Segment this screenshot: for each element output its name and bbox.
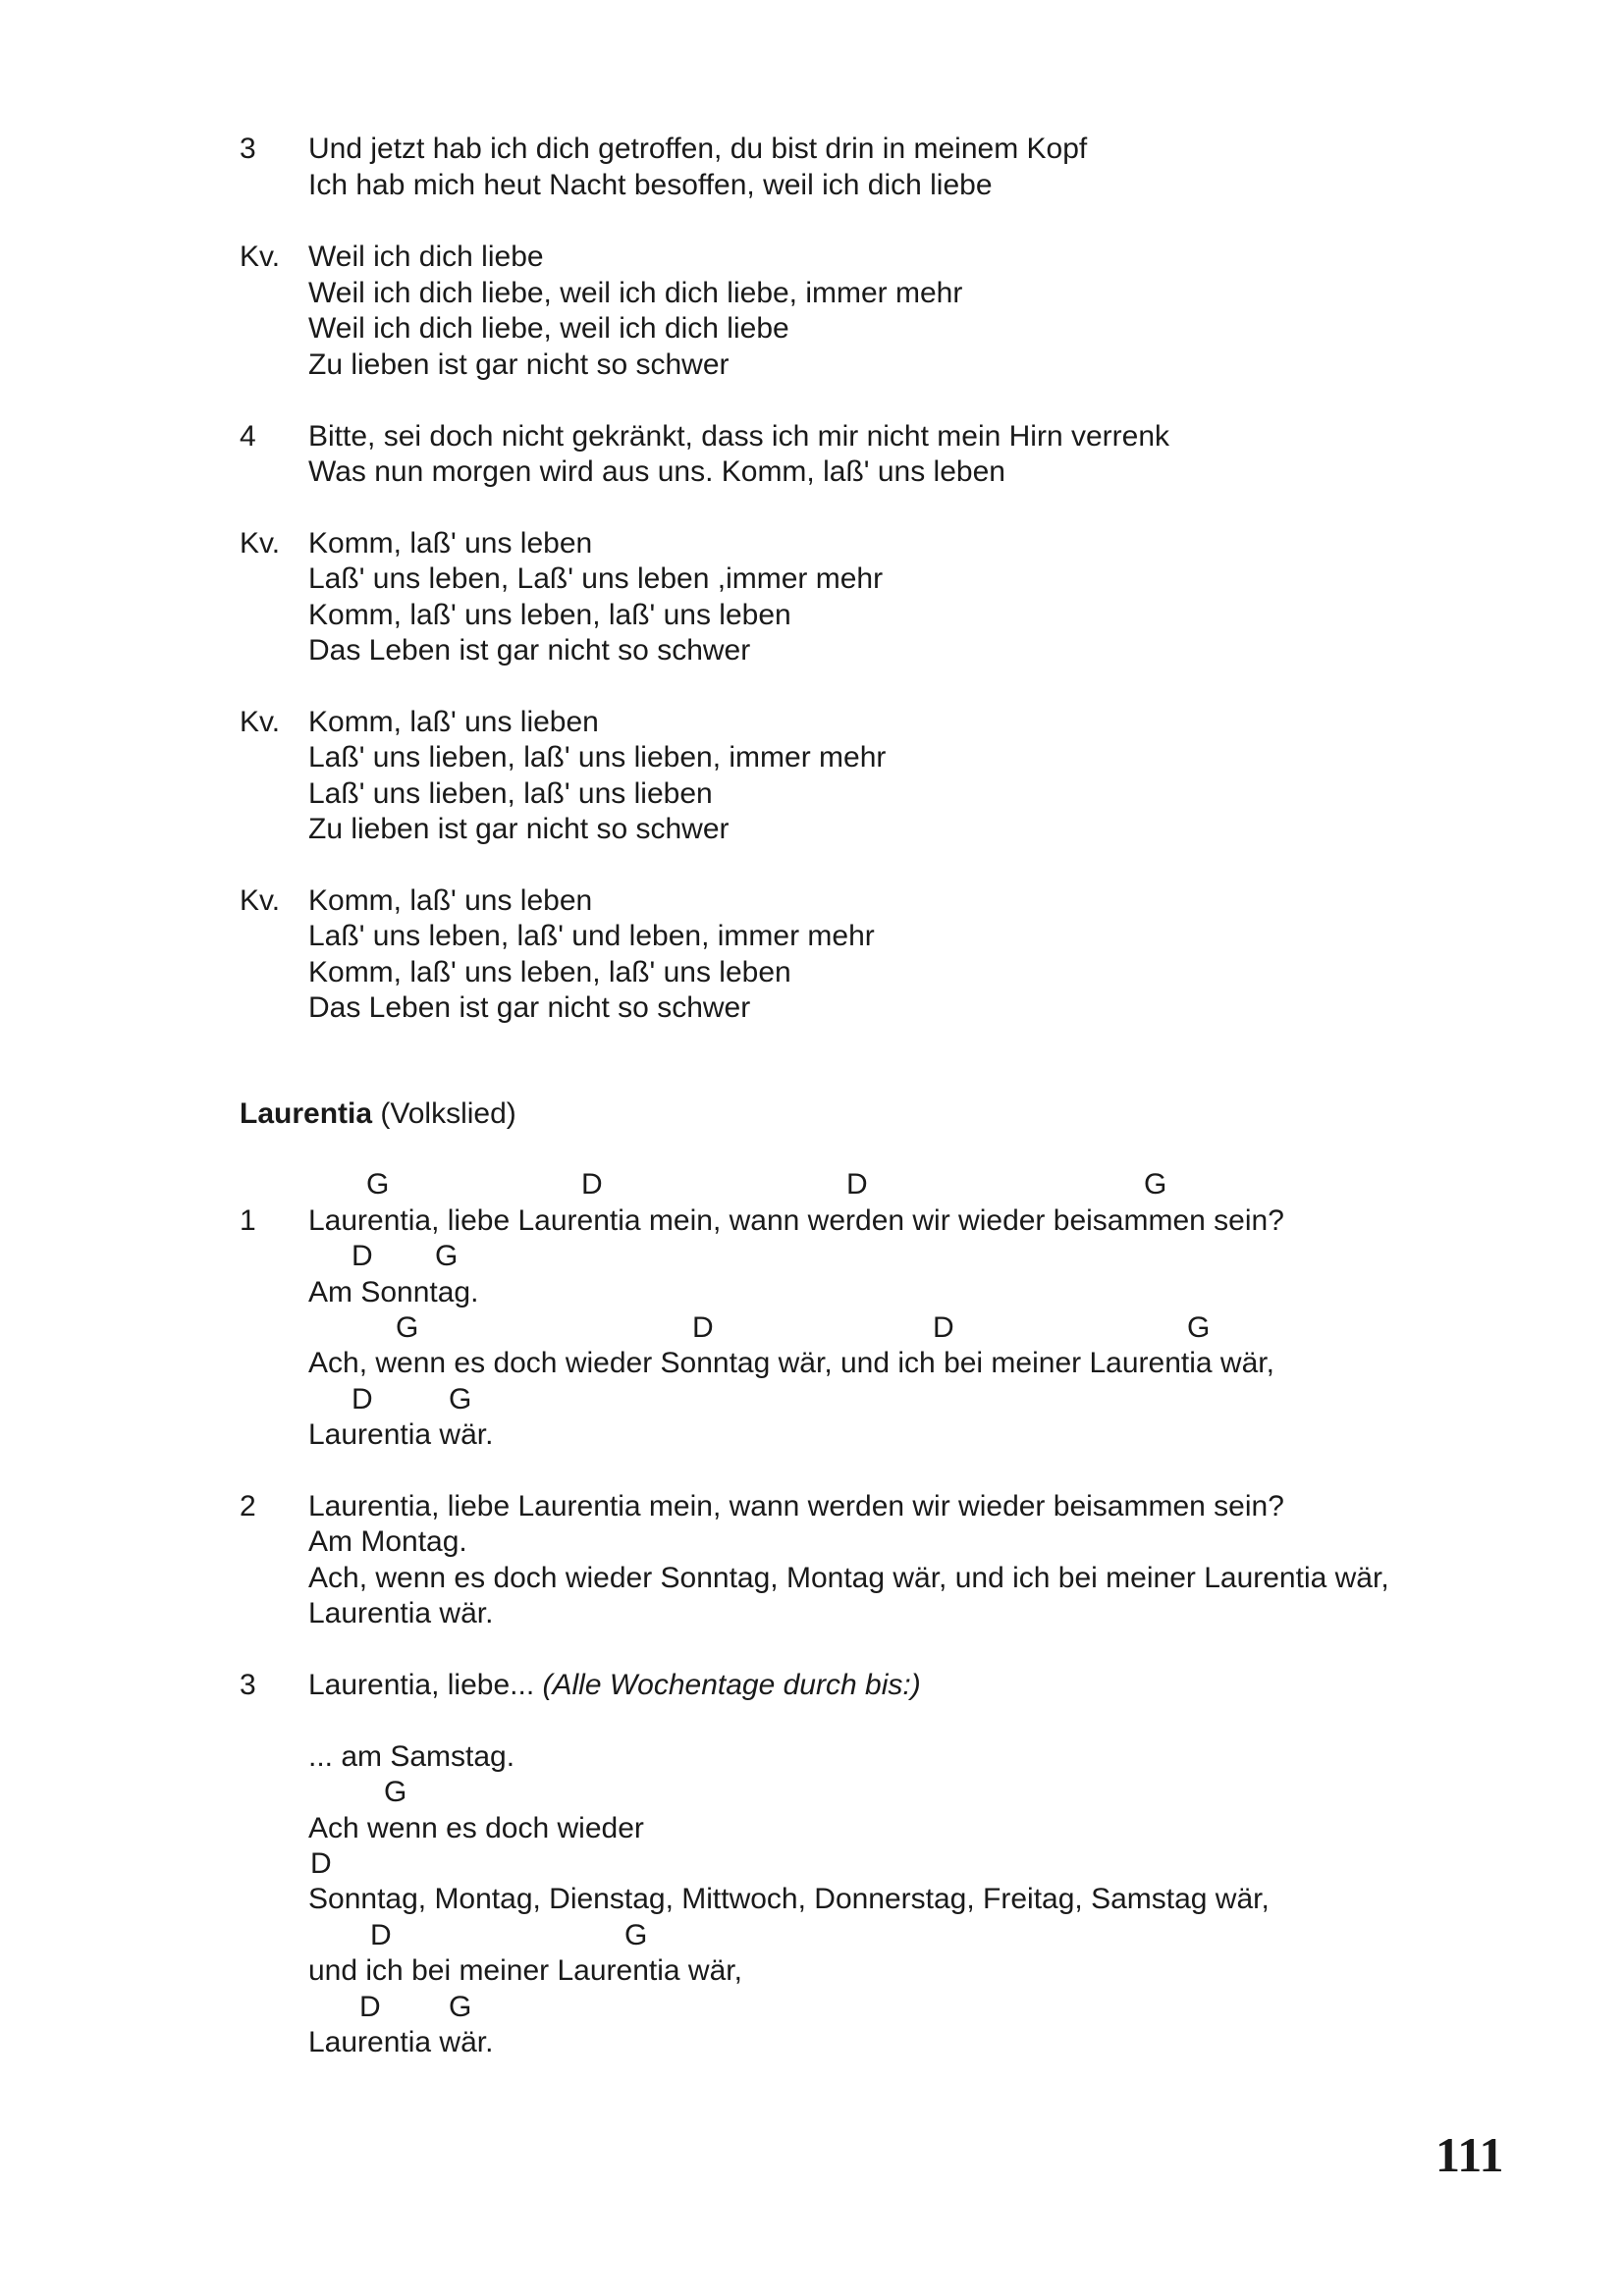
stanza-label: Kv. xyxy=(240,240,281,273)
lyric-line: Am Montag. xyxy=(308,1525,467,1558)
lyric-line: Ach, wenn es doch wieder Sonntag wär, und ich bei meiner Laurentia wär, xyxy=(308,1347,1274,1379)
chord: G xyxy=(435,1240,459,1272)
chord: G xyxy=(384,1776,407,1808)
stanza-label: Kv. xyxy=(240,527,281,560)
chord: D xyxy=(352,1383,373,1415)
lyric-line: Laurentia wär. xyxy=(308,1597,494,1629)
lyric-line: Bitte, sei doch nicht gekränkt, dass ich mir nicht mein Hirn verrenk xyxy=(308,420,1170,453)
stanza-label: 4 xyxy=(240,420,256,453)
stanza-label: Kv. xyxy=(240,884,281,917)
chord: G xyxy=(624,1919,648,1951)
stanza-label: 3 xyxy=(240,1669,256,1701)
song-title: Laurentia xyxy=(240,1097,373,1130)
lyric-line: Zu lieben ist gar nicht so schwer xyxy=(308,813,730,845)
lyric-line: Das Leben ist gar nicht so schwer xyxy=(308,991,751,1024)
lyric-line: Ach, wenn es doch wieder Sonntag, Montag wär, und ich bei meiner Laurentia wär, xyxy=(308,1562,1389,1594)
lyric-line: und ich bei meiner Laurentia wär, xyxy=(308,1954,742,1987)
lyric-line: Was nun morgen wird aus uns. Komm, laß' uns leben xyxy=(308,455,1005,488)
chord: D xyxy=(581,1168,603,1201)
chord: D xyxy=(352,1240,373,1272)
lyric-line: Das Leben ist gar nicht so schwer xyxy=(308,634,751,667)
lyric-line: Laurentia wär. xyxy=(308,1418,494,1451)
lyric-line: Laurentia wär. xyxy=(308,2026,494,2058)
stanza-label: 3 xyxy=(240,133,256,165)
chord: G xyxy=(396,1311,419,1344)
lyric-line: Komm, laß' uns leben xyxy=(308,527,593,560)
lyric-line: Laß' uns lieben, laß' uns lieben xyxy=(308,777,713,810)
lyric-line: Komm, laß' uns leben, laß' uns leben xyxy=(308,599,791,631)
chord: D xyxy=(370,1919,392,1951)
lyric-line: Weil ich dich liebe xyxy=(308,240,544,273)
stanza-label: 2 xyxy=(240,1490,256,1522)
lyric-line: Weil ich dich liebe, weil ich dich liebe, immer mehr xyxy=(308,277,963,309)
chord: D xyxy=(692,1311,714,1344)
lyric-line: Am Sonntag. xyxy=(308,1276,479,1308)
lyric-line: Weil ich dich liebe, weil ich dich liebe xyxy=(308,312,789,345)
lyric-line: Komm, laß' uns lieben xyxy=(308,706,599,738)
performance-note: (Alle Wochentage durch bis:) xyxy=(542,1669,921,1701)
chord: D xyxy=(310,1847,332,1880)
verse-start: Laurentia, liebe... xyxy=(308,1669,543,1701)
lyric-line: Und jetzt hab ich dich getroffen, du bist drin in meinem Kopf xyxy=(308,133,1088,165)
chord: G xyxy=(1144,1168,1167,1201)
lyric-line xyxy=(308,1668,921,1703)
stanza-label: Kv. xyxy=(240,706,281,738)
lyric-line: Laurentia, liebe Laurentia mein, wann werden wir wieder beisammen sein? xyxy=(308,1490,1284,1522)
lyric-line: Ich hab mich heut Nacht besoffen, weil ich dich liebe xyxy=(308,169,993,201)
lyric-line: Sonntag, Montag, Dienstag, Mittwoch, Donnerstag, Freitag, Samstag wär, xyxy=(308,1883,1270,1915)
chord: D xyxy=(933,1311,954,1344)
lyric-line: Laß' uns lieben, laß' uns lieben, immer mehr xyxy=(308,741,887,774)
lyric-line: Komm, laß' uns leben, laß' uns leben xyxy=(308,956,791,988)
chord: D xyxy=(846,1168,868,1201)
chord: D xyxy=(359,1991,381,2023)
chord: G xyxy=(449,1991,472,2023)
lyric-line: Laß' uns leben, laß' und leben, immer mehr xyxy=(308,920,875,952)
lyric-line: Laß' uns leben, Laß' uns leben ,immer mehr xyxy=(308,562,884,595)
lyric-line: Komm, laß' uns leben xyxy=(308,884,593,917)
stanza-label: 1 xyxy=(240,1204,256,1237)
chord: G xyxy=(366,1168,390,1201)
lyric-line: Zu lieben ist gar nicht so schwer xyxy=(308,348,730,381)
chord: G xyxy=(449,1383,472,1415)
lyric-line: ... am Samstag. xyxy=(308,1740,515,1773)
song-heading xyxy=(240,1096,516,1132)
lyric-line: Ach wenn es doch wieder xyxy=(308,1812,644,1844)
page-number: 111 xyxy=(1435,2127,1504,2182)
chord: G xyxy=(1187,1311,1211,1344)
lyric-line: Laurentia, liebe Laurentia mein, wann werden wir wieder beisammen sein? xyxy=(308,1204,1284,1237)
song-subtitle: (Volkslied) xyxy=(380,1097,516,1130)
